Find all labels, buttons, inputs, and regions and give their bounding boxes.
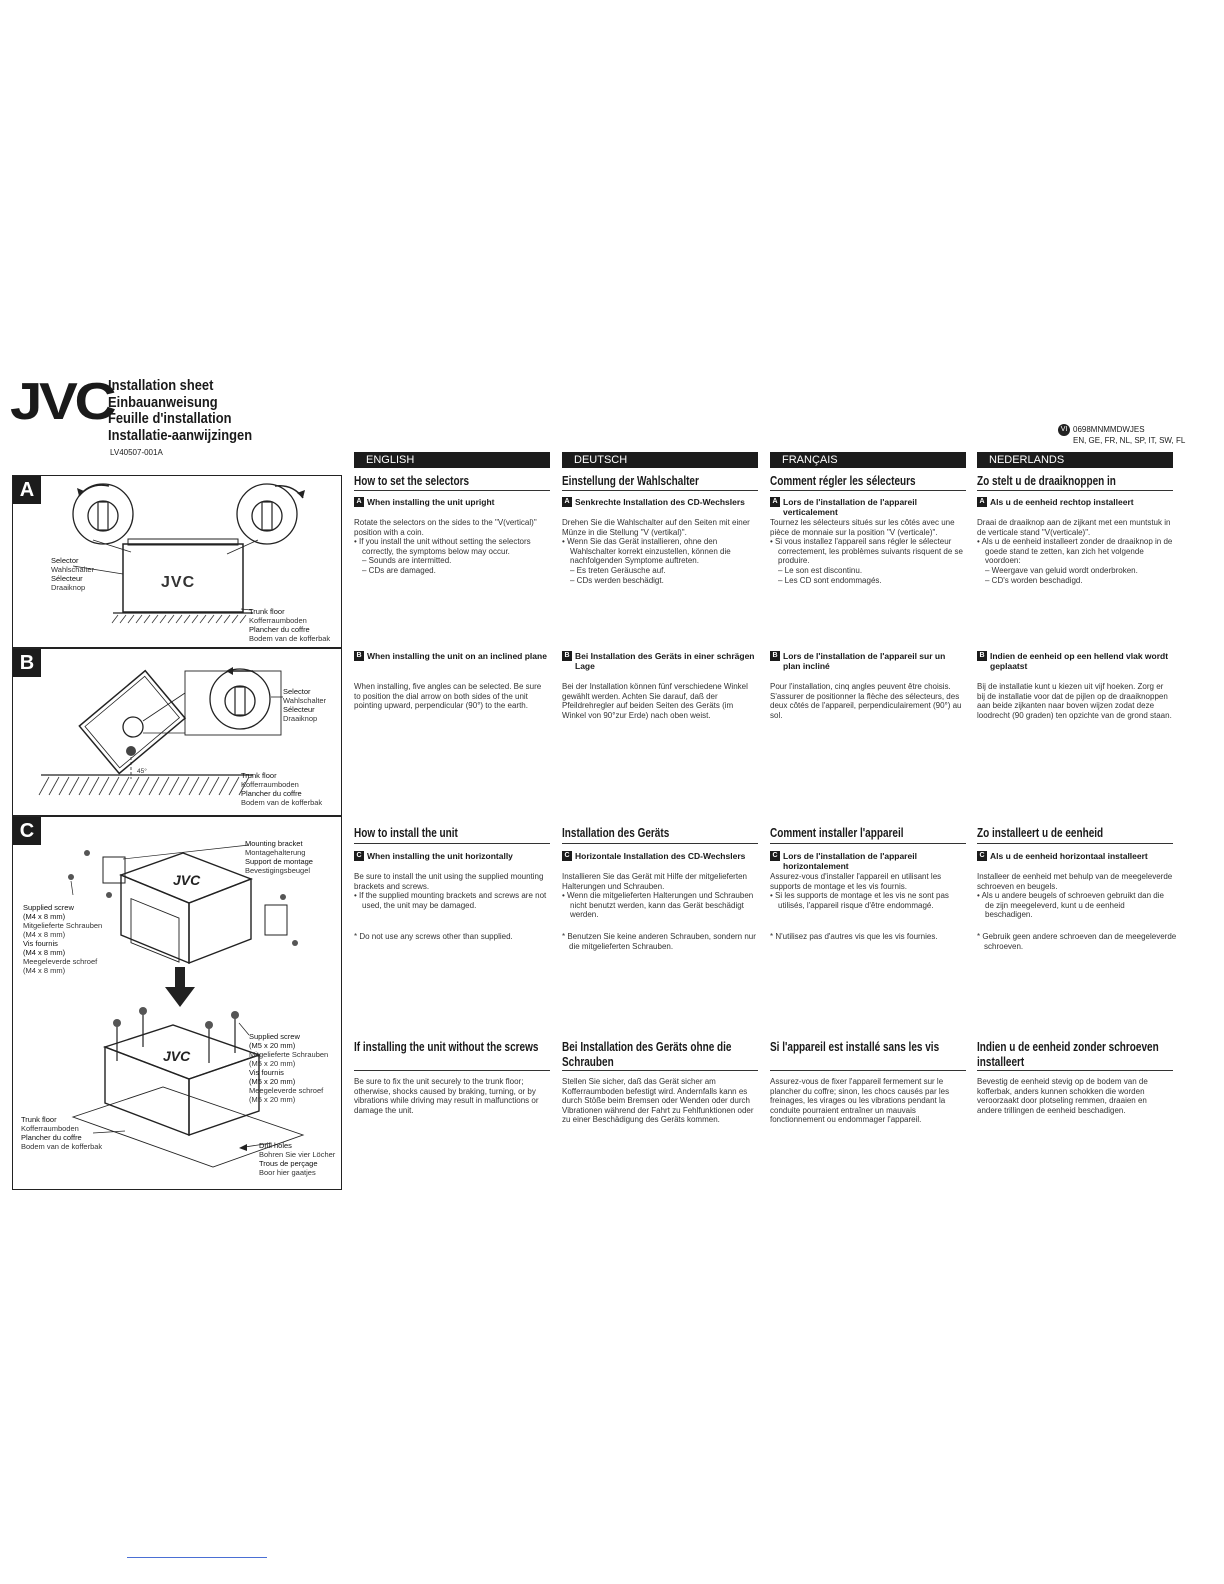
figure-a-selector-caption: Selector Wahlschalter Sélecteur Draaiknop [51,556,95,592]
svg-text:JVC: JVC [173,872,201,888]
figure-ref-b: B [770,651,780,661]
language-bar: FRANÇAIS [770,452,966,468]
figure-b-trunk-caption: Trunk floor Kofferraumboden Plancher du coffre Bodem van de kofferbak [241,771,323,807]
section-heading-install: Zo installeert u de eenheid [977,826,1104,840]
figure-a-label: A [13,476,41,504]
bullet-item: • Wenn die mitgelieferten Halterungen und Schrauben nicht benutzt werden, kann das Gerät beschädigt werden. [562,891,754,920]
body-paragraph: Draai de draaiknop aan de zijkant met een muntstuk in de verticale stand "V(verticale)". [977,518,1171,537]
body-paragraph: Drehen Sie die Wahlschalter auf den Seiten mit einer Münze in die Stellung "V (vertikal)". [562,518,750,537]
title-french: Feuille d'installation [108,410,232,427]
section-heading-selectors: Einstellung der Wahlschalter [562,474,699,488]
title-dutch: Installatie-aanwijzingen [108,426,253,444]
subheading-text: Als u de eenheid rechtop installeert [990,497,1134,507]
subheading-text: Lors de l'installation de l'appareil verticalement [783,497,917,517]
heading-rule [977,490,1173,491]
subheading-text: Bei Installation des Geräts in einer schrägen Lage [575,651,755,671]
screw-note: * Benutzen Sie keine anderen Schrauben, sondern nur die mitgelieferten Schrauben. [562,932,756,951]
body-upright [977,518,1173,585]
body-upright [562,518,758,585]
section-heading-selectors: Zo stelt u de draaiknoppen in [977,474,1116,488]
subheading-text: Lors de l'installation de l'appareil horizontalement [783,851,917,871]
dash-item: – Weergave van geluid wordt onderbroken. [985,565,1138,575]
figure-c-drill-caption: Drill holes Bohren Sie vier Löcher Trous de perçage Boor hier gaatjes [259,1141,336,1177]
dash-item: – CD's worden beschadigd. [985,575,1083,585]
section-heading-no-screws: Bei Installation des Geräts ohne die Schrauben [562,1040,732,1069]
figure-c-panel [12,816,342,1190]
heading-rule [562,1070,758,1071]
body-inclined: Bei der Installation können fünf verschiedene Winkel gewählt werden. Achten Sie darauf, daß der Pfeildrehregler auf beiden Seiten des Geräts (im Winkel von 90°zur Erde) nach oben weist. [562,682,748,720]
section-heading-selectors: Comment régler les sélecteurs [770,474,916,488]
figure-a-unit-logo: JVC [161,574,196,591]
subheading-text: When installing the unit on an inclined plane [367,651,547,661]
subheading-inclined [354,651,550,661]
subheading-text: Indien de eenheid op een hellend vlak wordt geplaatst [990,651,1169,671]
heading-rule [354,1070,550,1071]
figure-ref-a: A [977,497,987,507]
body-paragraph: Installeer de eenheid met behulp van de meegeleverde schroeven en beugels. [977,872,1173,891]
heading-rule [354,490,550,491]
body-paragraph: Assurez-vous d'installer l'appareil en utilisant les supports de montage et les vis fournis. [770,872,942,891]
footer-link-line [127,1557,267,1558]
language-bar: DEUTSCH [562,452,758,468]
language-bar: NEDERLANDS [977,452,1173,468]
figure-b-selector-caption: Selector Wahlschalter Sélecteur Draaiknop [283,687,327,723]
body-upright [354,518,550,576]
figure-c-screw-m5-caption: Supplied screw (M5 x 20 mm) Mitgelieferte Schrauben (M5 x 20 mm) Vis fournis (M5 x 20 mm) Meegeleverde schroef (M5 x 20 mm) [249,1032,329,1104]
heading-rule [977,1070,1173,1071]
body-paragraph: Installieren Sie das Gerät mit Hilfe der mitgelieferten Halterungen und Schrauben. [562,872,747,891]
heading-rule [562,843,758,844]
subheading-text: When installing the unit upright [367,497,495,507]
subheading-upright [977,497,1173,507]
bullet-item: • Als u andere beugels of schroeven gebruikt dan die de zijn meegeleverd, kunt u de eenheid beschadigen. [977,891,1164,920]
figure-ref-b: B [354,651,364,661]
body-no-screws: Bevestig de eenheid stevig op de bodem van de kofferbak, anders kunnen schokken die worden veroorzaakt door plotseling remmen, draaien en andere trillingen de eenheid beschadigen. [977,1077,1148,1115]
figure-a-trunk-caption: Trunk floor Kofferraumboden Plancher du coffre Bodem van de kofferbak [249,607,331,643]
subheading-upright [562,497,758,507]
bullet-item: • Wenn Sie das Gerät installieren, ohne den Wahlschalter korrekt einzustellen, können die nachfolgenden Symptome auftreten. [562,537,731,566]
dash-item: – CDs are damaged. [362,565,436,575]
section-heading-no-screws: Si l'appareil est installé sans les vis [770,1040,940,1054]
figure-ref-c: C [354,851,364,861]
subheading-text: When installing the unit horizontally [367,851,513,861]
part-number: LV40507-001A [110,448,163,457]
dash-item: – Les CD sont endommagés. [778,575,882,585]
dash-item: – Es treten Geräusche auf. [570,565,666,575]
heading-rule [770,843,966,844]
figure-ref-a: A [770,497,780,507]
subheading-horizontal [354,851,550,861]
body-no-screws: Stellen Sie sicher, daß das Gerät sicher am Kofferraumboden befestigt wird. Andernfalls kann es durch Stöße beim Bremsen oder Wenden oder durch Vibrationen während der Fahrt zu Fehlfunktionen oder zu einer Beschädigung des Geräts kommen. [562,1077,754,1125]
screw-note: * Gebruik geen andere schroeven dan de meegeleverde schroeven. [977,932,1177,951]
body-inclined: Pour l'installation, cinq angles peuvent être choisis. S'assurer de positionner la flèche des sélecteurs, des deux côtés de l'appareil, perpendiculairement (90°) au sol. [770,682,962,720]
figure-c-bracket-caption: Mounting bracket Montagehalterung Support de montage Bevestigingsbeugel [245,839,313,875]
doc-code-line1: 0698MNMMDWJES [1073,425,1145,435]
language-bar: ENGLISH [354,452,550,468]
subheading-upright [354,497,550,507]
dash-item: – Le son est discontinu. [778,565,863,575]
body-paragraph: Tournez les sélecteurs situés sur les côtés avec une pièce de monnaie sur la position "V (verticale)". [770,518,955,537]
body-horizontal [354,872,550,910]
figure-c-label: C [13,817,41,845]
dash-item: – CDs werden beschädigt. [570,575,664,585]
title-english: Installation sheet [108,377,214,394]
subheading-upright [770,497,966,517]
figure-c-screw-m4-caption: Supplied screw (M4 x 8 mm) Mitgelieferte Schrauben (M4 x 8 mm) Vis fournis (M4 x 8 mm) Meegeleverde schroef (M4 x 8 mm) [23,903,103,975]
figure-ref-c: C [770,851,780,861]
dash-item: – Sounds are intermitted. [362,556,452,566]
heading-rule [562,490,758,491]
subheading-inclined [977,651,1173,671]
subheading-text: Als u de eenheid horizontaal installeert [990,851,1148,861]
bullet-item: • Als u de eenheid installeert zonder de draaiknop in de goede stand te zetten, kan zich het volgende voordoen: [977,537,1173,566]
region-badge: VI [1058,424,1070,436]
figure-b-panel [12,648,342,816]
section-heading-no-screws: Indien u de eenheid zonder schroeven installeert [977,1040,1159,1069]
section-heading-no-screws: If installing the unit without the screws [354,1040,539,1054]
figure-ref-b: B [977,651,987,661]
subheading-inclined [562,651,758,671]
subheading-horizontal [770,851,966,871]
figure-ref-c: C [977,851,987,861]
body-no-screws: Be sure to fix the unit securely to the trunk floor; otherwise, shocks caused by braking, turning, or by vibrations while driving may result in malfunctions or damage the unit. [354,1077,539,1115]
figure-ref-a: A [354,497,364,507]
heading-rule [770,490,966,491]
figure-ref-b: B [562,651,572,661]
section-heading-install: How to install the unit [354,826,458,840]
bullet-item: • Si les supports de montage et les vis ne sont pas utilisés, l'appareil risque d'être endommagé. [770,891,949,910]
bullet-item: • Si vous installez l'appareil sans régler le sélecteur correctement, les problèmes suivants risquent de se produire. [770,537,963,566]
body-inclined: Bij de installatie kunt u kiezen uit vijf hoeken. Zorg er bij de installatie voor dat de pijlen op de draaiknoppen aan beide zijkanten naar boven wijzen zodat deze loodrecht (90 graden) ten opzichte van de grond staan. [977,682,1172,720]
figure-b-angle: 45° [137,768,147,775]
section-heading-install: Comment installer l'appareil [770,826,904,840]
subheading-inclined [770,651,966,671]
figure-c-trunk-caption: Trunk floor Kofferraumboden Plancher du coffre Bodem van de kofferbak [21,1115,103,1151]
subheading-text: Lors de l'installation de l'appareil sur un plan incliné [783,651,946,671]
body-upright [770,518,966,585]
title-german: Einbauanweisung [108,393,218,411]
screw-note: * Do not use any screws other than supplied. [354,932,513,941]
subheading-text: Horizontale Installation des CD-Wechslers [575,851,746,861]
body-paragraph: Rotate the selectors on the sides to the "V(vertical)" position with a coin. [354,518,537,537]
heading-rule [354,843,550,844]
doc-code [1058,424,1185,446]
section-heading-selectors: How to set the selectors [354,474,470,488]
figure-ref-c: C [562,851,572,861]
subheading-horizontal [562,851,758,861]
bullet-item: • If the supplied mounting brackets and screws are not used, the unit may be damaged. [354,891,547,910]
jvc-logo: JVC [10,373,114,431]
screw-note: * N'utilisez pas d'autres vis que les vis fournies. [770,932,938,941]
section-heading-install: Installation des Geräts [562,826,670,840]
body-inclined: When installing, five angles can be selected. Be sure to position the dial arrow on both sides of the unit pointing upward, perpendicular (90°) to the earth. [354,682,542,711]
body-horizontal [562,872,758,920]
subheading-text: Senkrechte Installation des CD-Wechslers [575,497,745,507]
body-no-screws: Assurez-vous de fixer l'appareil fermement sur le plancher du coffre; sinon, les chocs causés par les freinages, les virages ou les vibrations pendant la conduite pourraient entraîner un mauvais fonctionnement ou endommager l'appareil. [770,1077,950,1125]
figure-a-panel [12,475,342,648]
figure-ref-a: A [562,497,572,507]
subheading-horizontal [977,851,1173,861]
heading-rule [977,843,1173,844]
doc-code-line2: EN, GE, FR, NL, SP, IT, SW, FL [1073,436,1186,445]
figure-b-label: B [13,649,41,677]
body-horizontal [770,872,966,910]
document-titles [108,378,276,444]
heading-rule [770,1070,966,1071]
body-paragraph: Be sure to install the unit using the supplied mounting brackets and screws. [354,872,544,891]
body-horizontal [977,872,1173,920]
bullet-item: • If you install the unit without setting the selectors correctly, the symptoms below may occur. [354,537,531,556]
svg-text:JVC: JVC [163,1048,191,1064]
